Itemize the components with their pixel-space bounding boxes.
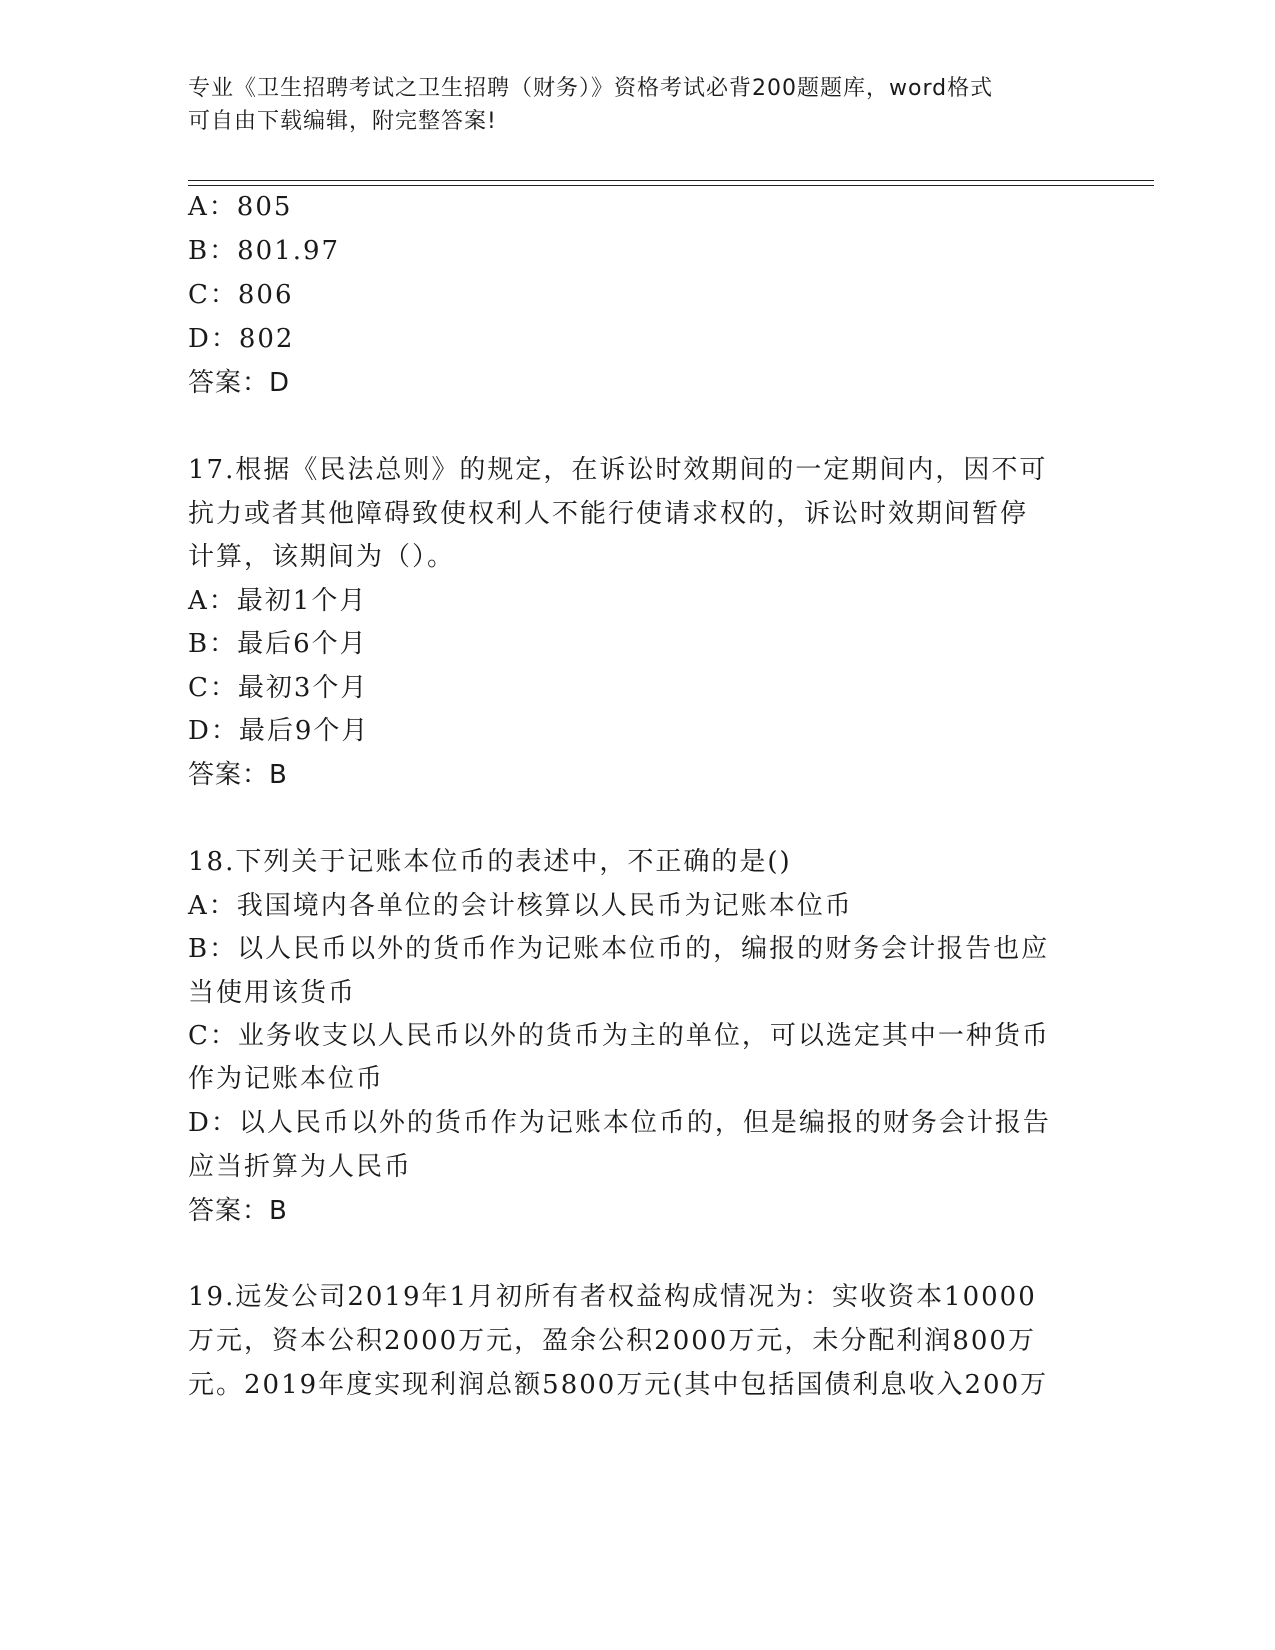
q18-option-b-line-2: 当使用该货币 <box>188 978 357 1008</box>
q17-question-line-3: 计算，该期间为（）。 <box>188 542 456 572</box>
q16-option-b: B：801.97 <box>188 236 341 266</box>
q17-question-line-2: 抗力或者其他障碍致使权利人不能行使请求权的，诉讼时效期间暂停 <box>188 499 1029 529</box>
q18-question-line-1: 18.下列关于记账本位币的表述中，不正确的是() <box>188 847 792 877</box>
q16-option-d: D：802 <box>188 324 295 354</box>
q18-option-a: A：我国境内各单位的会计核算以人民币为记账本位币 <box>188 891 853 921</box>
header-divider-bottom <box>188 185 1154 186</box>
q18-option-c-line-1: C：业务收支以人民币以外的货币为主的单位，可以选定其中一种货币 <box>188 1021 1050 1051</box>
header-line-1: 专业《卫生招聘考试之卫生招聘（财务）》资格考试必背200题题库，word格式 <box>188 76 994 101</box>
document-header <box>188 72 1068 138</box>
q17-option-d: D：最后9个月 <box>188 716 370 746</box>
q17-question-line-1: 17.根据《民法总则》的规定，在诉讼时效期间的一定期间内，因不可 <box>188 455 1048 485</box>
q17-option-b: B：最后6个月 <box>188 629 368 659</box>
header-line-2: 可自由下载编辑，附完整答案! <box>188 109 497 134</box>
q16-answer: 答案：D <box>188 368 291 398</box>
q17-option-c: C：最初3个月 <box>188 673 369 703</box>
q18-option-d-line-1: D：以人民币以外的货币作为记账本位币的，但是编报的财务会计报告 <box>188 1108 1051 1138</box>
q19-question-line-1: 19.远发公司2019年1月初所有者权益构成情况为：实收资本10000 <box>188 1282 1037 1312</box>
q16-option-c: C：806 <box>188 280 294 310</box>
q18-option-d-line-2: 应当折算为人民币 <box>188 1152 413 1182</box>
q17-answer: 答案：B <box>188 760 288 790</box>
q18-answer: 答案：B <box>188 1196 288 1226</box>
q19-question-line-2: 万元，资本公积2000万元，盈余公积2000万元，未分配利润800万 <box>188 1326 1036 1356</box>
q18-option-b-line-1: B：以人民币以外的货币作为记账本位币的，编报的财务会计报告也应 <box>188 934 1050 964</box>
q17-option-a: A：最初1个月 <box>188 586 368 616</box>
q18-option-c-line-2: 作为记账本位币 <box>188 1064 385 1094</box>
q19-question-line-3: 元。2019年度实现利润总额5800万元(其中包括国债利息收入200万 <box>188 1370 1049 1400</box>
header-divider-top <box>188 180 1154 181</box>
q16-option-a: A：805 <box>188 192 293 222</box>
